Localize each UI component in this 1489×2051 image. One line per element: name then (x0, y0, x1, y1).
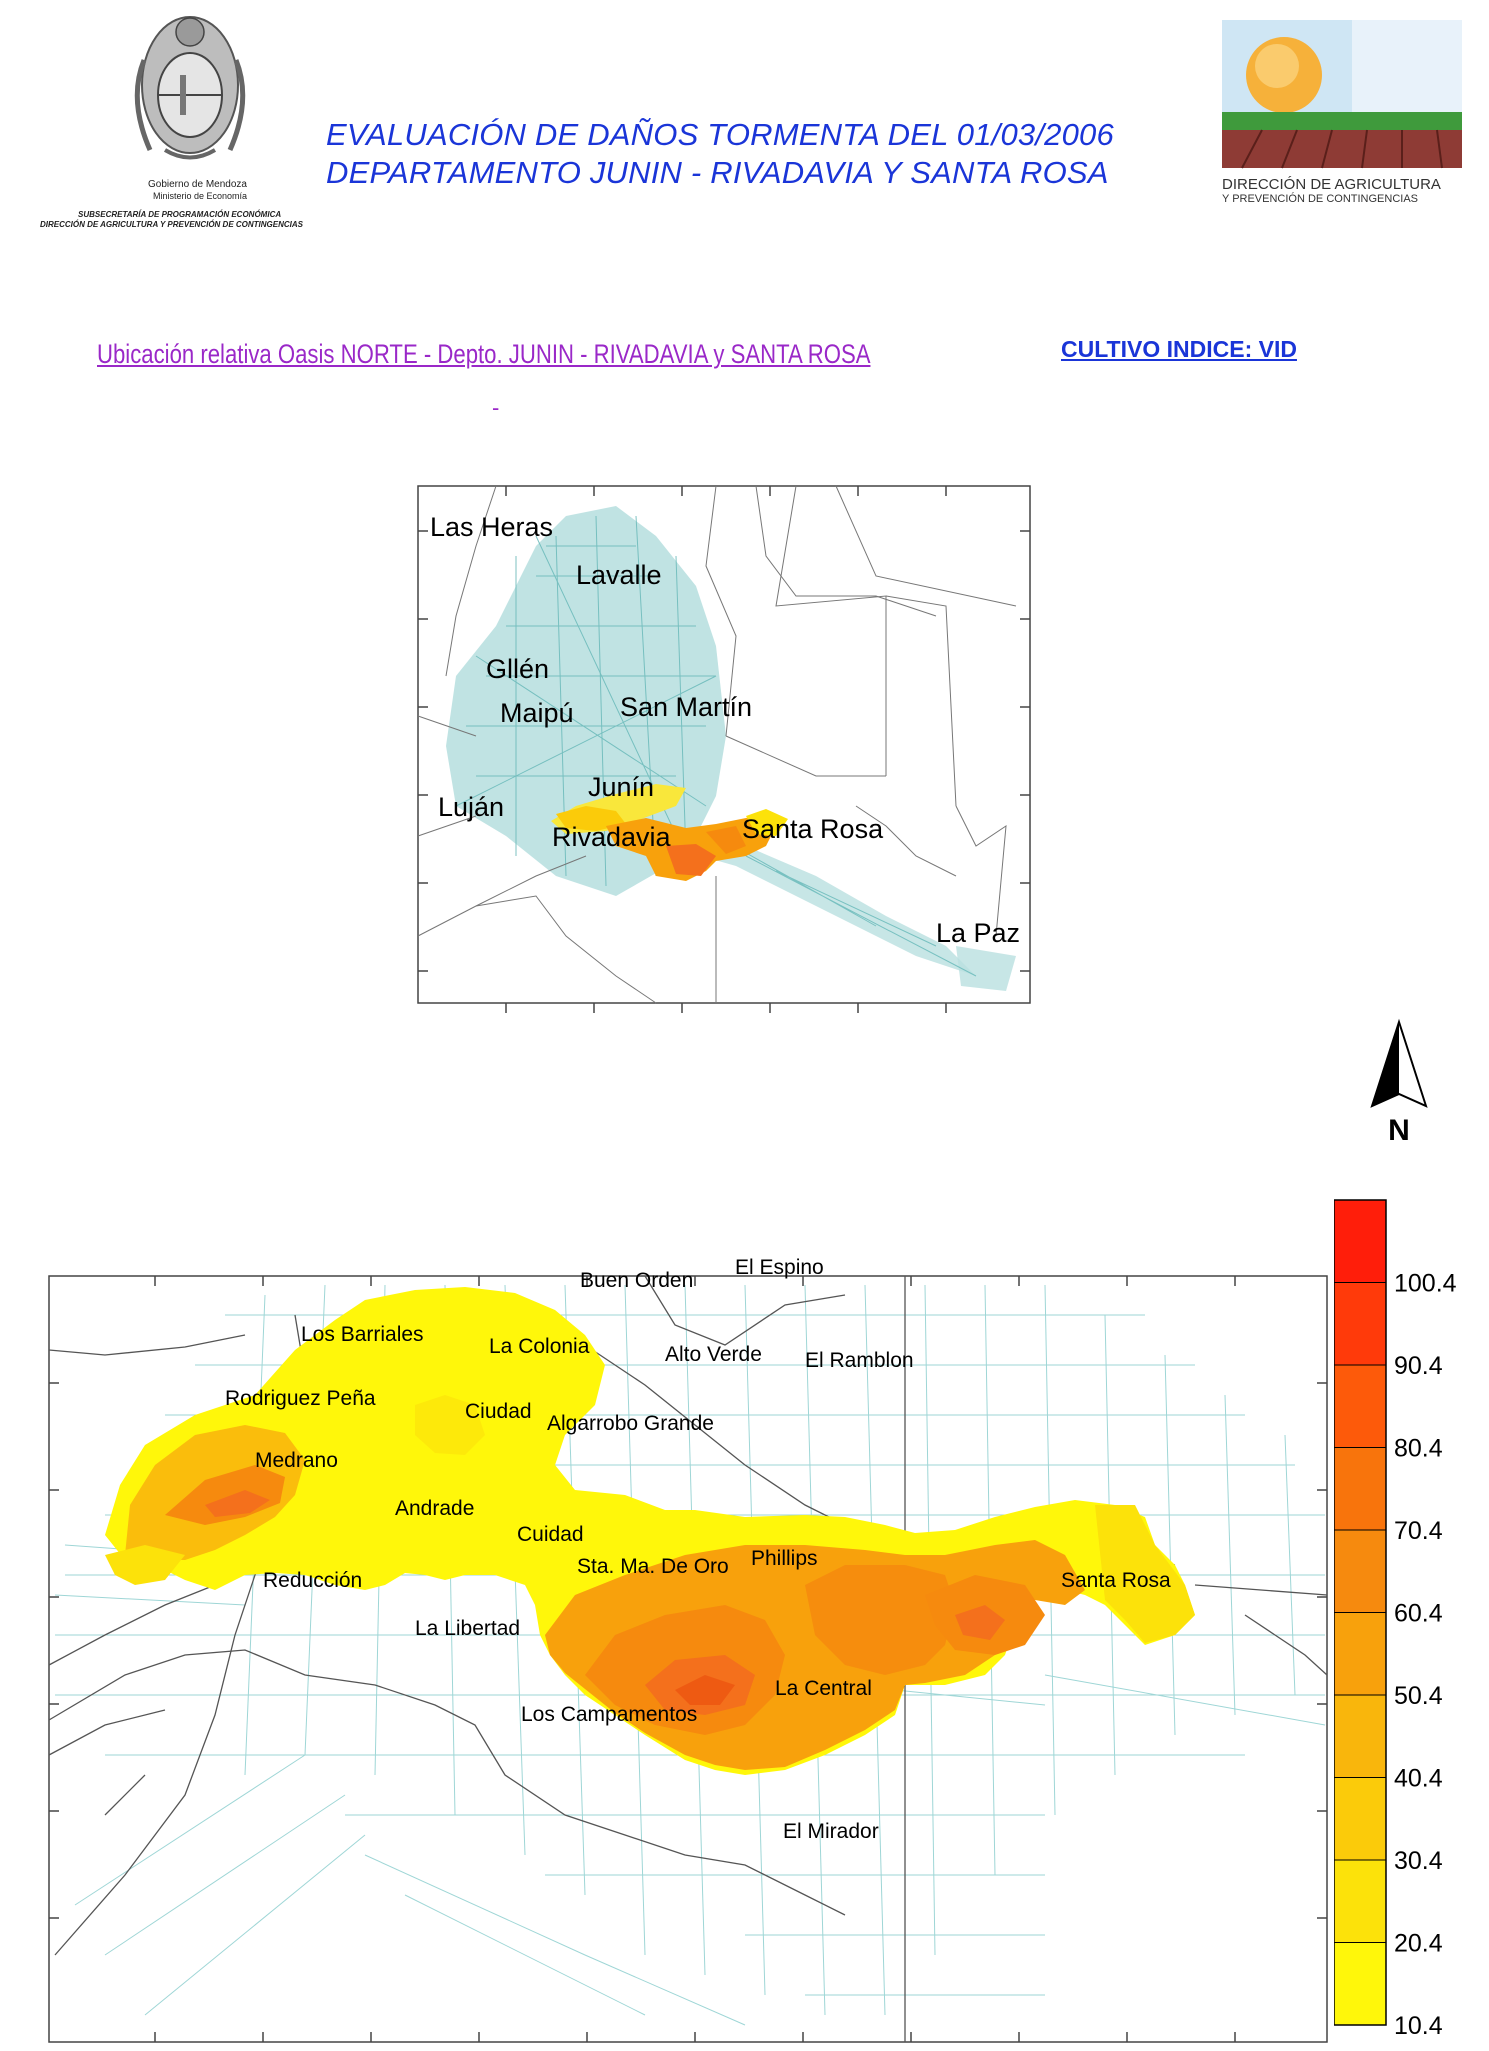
overview-label-la-paz: La Paz (936, 918, 1021, 948)
legend-tick-label: 90.4 (1394, 1352, 1443, 1380)
detail-label-los-barriales: Los Barriales (301, 1323, 424, 1346)
gov-logo-line2: Ministerio de Economía (153, 191, 248, 201)
overview-label-lujan: Luján (438, 792, 505, 822)
detail-label-reduccion: Reducción (263, 1569, 363, 1592)
legend-band (1334, 1943, 1386, 2026)
legend-tick-label: 20.4 (1394, 1929, 1443, 1958)
detail-label-cuidad: Cuidad (517, 1523, 584, 1546)
gov-logo-line4: DIRECCIÓN DE AGRICULTURA Y PREVENCIÓN DE CONTINGENCIAS (40, 220, 303, 229)
detail-label-los-campamentos: Los Campamentos (521, 1703, 698, 1726)
overview-label-san-martin: San Martín (620, 692, 753, 722)
agriculture-logo (1222, 20, 1462, 210)
legend-tick-label: 10.4 (1394, 2012, 1443, 2040)
overview-label-junin: Junín (588, 772, 655, 802)
legend-band (1334, 1860, 1386, 1943)
north-arrow-icon (1364, 1018, 1434, 1148)
legend-tick-label: 80.4 (1394, 1434, 1443, 1463)
legend-tick-label: 100.4 (1394, 1269, 1457, 1298)
detail-label-sta-ma-de-oro: Sta. Ma. De Oro (577, 1555, 729, 1578)
legend-band (1334, 1778, 1386, 1861)
legend-band (1334, 1448, 1386, 1531)
government-logo (40, 0, 350, 235)
subtitle-dash: - (492, 395, 500, 420)
sun-field-logo-icon (1222, 20, 1462, 170)
detail-label-ciudad: Ciudad (465, 1400, 532, 1423)
location-subtitle: Ubicación relativa Oasis NORTE - Depto. JUNIN - RIVADAVIA y SANTA ROSA (97, 339, 871, 369)
detail-label-algarrobo-grande: Algarrobo Grande (547, 1412, 714, 1435)
legend-tick-label: 40.4 (1394, 1764, 1443, 1793)
detail-label-medrano: Medrano (255, 1449, 338, 1472)
detail-label-phillips: Phillips (751, 1547, 818, 1570)
overview-label-gllen: Gllén (486, 654, 550, 684)
legend-band (1334, 1283, 1386, 1366)
legend-band (1334, 1695, 1386, 1778)
legend-tick-label: 30.4 (1394, 1847, 1443, 1875)
legend-band (1334, 1613, 1386, 1696)
detail-label-buen-orden: Buen Orden (580, 1269, 694, 1292)
legend-band (1334, 1530, 1386, 1613)
overview-label-lavalle: Lavalle (576, 560, 662, 590)
overview-map (416, 476, 1036, 1016)
detail-label-andrade: Andrade (395, 1497, 475, 1520)
detail-label-el-mirador: El Mirador (783, 1820, 879, 1843)
gov-logo-line1: Gobierno de Mendoza (148, 179, 247, 190)
legend-tick-label: 70.4 (1394, 1517, 1443, 1545)
agri-logo-line2: Y PREVENCIÓN DE CONTINGENCIAS (1222, 193, 1418, 205)
legend-band (1334, 1365, 1386, 1448)
overview-label-maipu: Maipú (500, 698, 574, 728)
legend-tick-label: 60.4 (1394, 1599, 1443, 1628)
coat-of-arms-icon (40, 0, 350, 180)
detail-label-la-central: La Central (775, 1677, 872, 1700)
detail-label-rodriguez-pena: Rodriguez Peña (225, 1387, 376, 1410)
detail-label-santa-rosa: Santa Rosa (1061, 1569, 1171, 1592)
agri-logo-line1: DIRECCIÓN DE AGRICULTURA (1222, 176, 1441, 193)
detail-label-la-colonia: La Colonia (489, 1335, 590, 1358)
overview-label-las-heras: Las Heras (430, 512, 554, 542)
detail-label-alto-verde: Alto Verde (665, 1343, 762, 1366)
page-title-line1: EVALUACIÓN DE DAÑOS TORMENTA DEL 01/03/2006 (326, 117, 1114, 152)
detail-label-la-libertad: La Libertad (415, 1617, 521, 1640)
detail-map (45, 1255, 1335, 2045)
crop-index-label: CULTIVO INDICE: VID (1061, 336, 1297, 362)
north-label: N (1388, 1114, 1410, 1147)
legend-band (1334, 1200, 1386, 1283)
overview-label-santa-rosa: Santa Rosa (742, 814, 884, 844)
overview-label-rivadavia: Rivadavia (552, 822, 671, 852)
detail-label-el-ramblon: El Ramblon (805, 1349, 914, 1372)
gov-logo-line3: SUBSECRETARÍA DE PROGRAMACIÓN ECONÓMICA (78, 210, 282, 219)
legend-tick-label: 50.4 (1394, 1682, 1443, 1710)
detail-label-el-espino: El Espino (735, 1256, 824, 1279)
damage-legend (1334, 1190, 1484, 2040)
page-title-line2: DEPARTAMENTO JUNIN - RIVADAVIA Y SANTA ROSA (326, 155, 1109, 190)
